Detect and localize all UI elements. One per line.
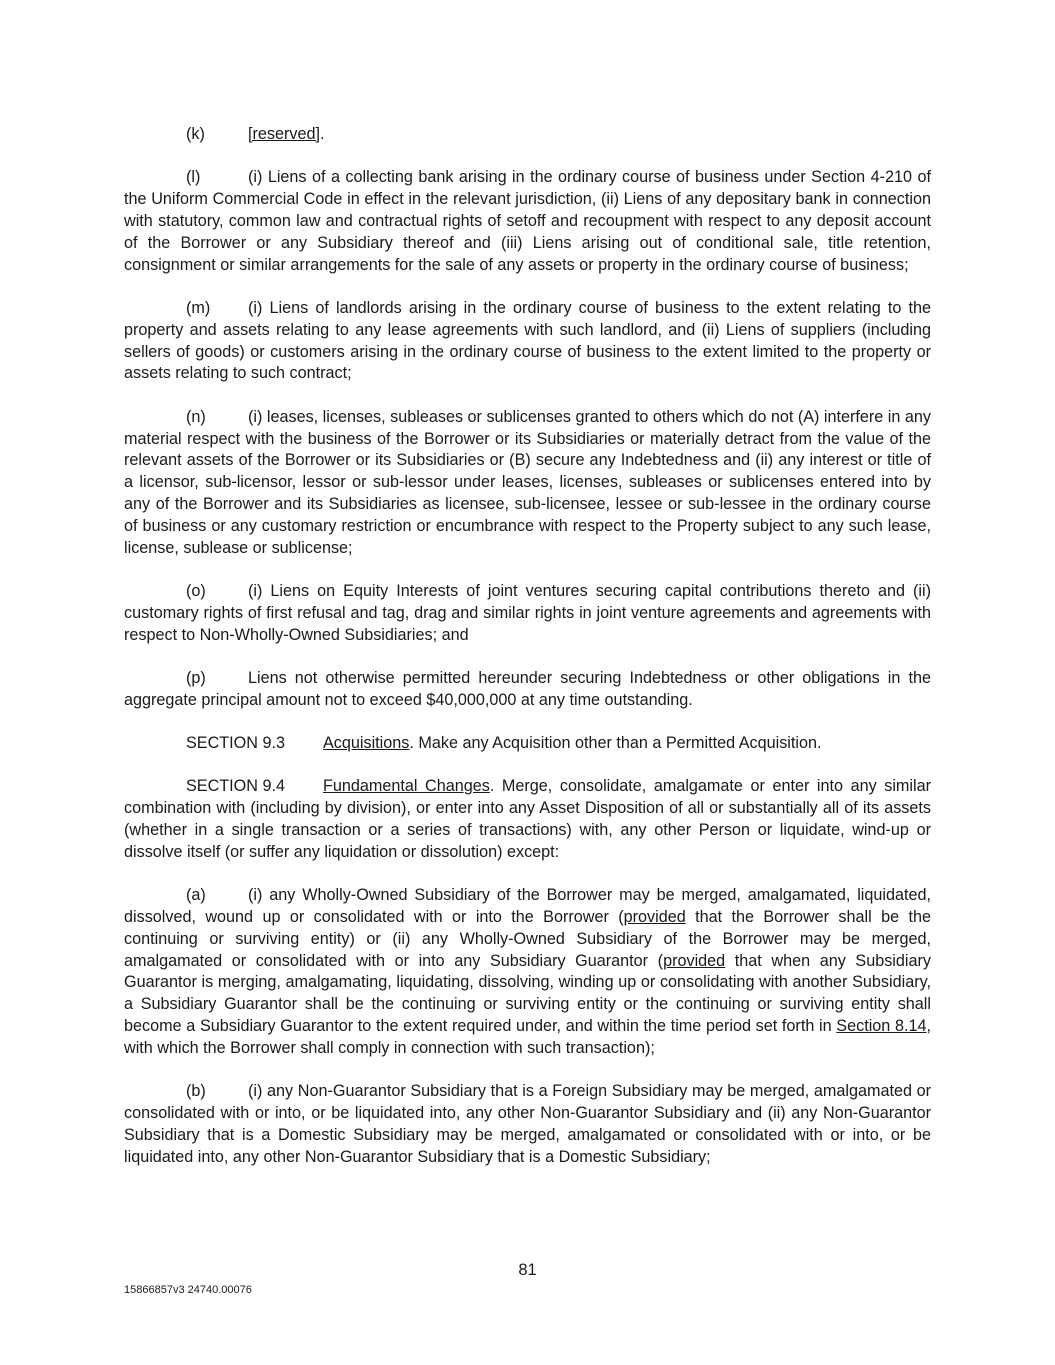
reserved-text: [reserved] bbox=[248, 125, 320, 143]
document-body bbox=[124, 124, 931, 1190]
section-number: SECTION 9.4 bbox=[186, 777, 285, 796]
provided-term: provided bbox=[663, 951, 726, 970]
paragraph-text: (i) Liens on Equity Interests of joint ventures securing capital contributions thereto and (ii) customary rights of first refusal and tag, drag and similar rights in joint venture agreements and agreements with respect to Non-Wholly-Owned Subsidiaries; and bbox=[124, 581, 931, 644]
paragraph-o bbox=[124, 581, 931, 646]
paragraph-m bbox=[124, 298, 931, 385]
section-heading: Acquisitions bbox=[323, 734, 410, 753]
paragraph-label: (n) bbox=[186, 407, 206, 426]
section-reference: Section 8.14 bbox=[836, 1017, 927, 1036]
subparagraph-b bbox=[124, 1081, 931, 1168]
section-number: SECTION 9.3 bbox=[186, 734, 285, 753]
paragraph-label: (k) bbox=[186, 125, 205, 143]
paragraph-label: (a) bbox=[186, 886, 206, 905]
paragraph-l bbox=[124, 167, 931, 276]
paragraph-label: (l) bbox=[186, 168, 201, 187]
paragraph-text: Liens not otherwise permitted hereunder securing Indebtedness or other obligations in the aggregate principal amount not to exceed $40,000,000 at any time outstanding. bbox=[124, 668, 931, 709]
section-text: . Make any Acquisition other than a Permitted Acquisition. bbox=[409, 734, 822, 753]
paragraph-text: (i) leases, licenses, subleases or sublicenses granted to others which do not (A) interfere in any material respect with the business of the Borrower or its Subsidiaries or materially detract from the value of the relevant assets of the Borrower or its Subsidiaries or (B) secure any Indebtedness and (ii) any interest or title of a licensor, sub-licensor, lessor or sub-lessor under leases, licenses, subleases or sublicenses entered into by any of the Borrower and its Subsidiaries as licensee, sub-licensee, lessee or sub-lessee in the ordinary course of business or any customary restriction or encumbrance with respect to the Property subject to any such lease, license, sublease or sublicense; bbox=[124, 407, 931, 557]
document-id: 15866857v3 24740.00076 bbox=[124, 1284, 252, 1296]
paragraph-label: (p) bbox=[186, 668, 206, 687]
section-9-3 bbox=[124, 733, 931, 755]
section-heading: Fundamental Changes bbox=[323, 777, 490, 796]
paragraph-k: (k) [reserved]. bbox=[124, 124, 931, 146]
paragraph-label: (b) bbox=[186, 1082, 206, 1101]
paragraph-text: (i) Liens of landlords arising in the ordinary course of business to the extent relating to the property and assets relating to any lease agreements with such landlord, and (ii) Liens of suppliers (including sellers of goods) or customers arising in the ordinary course of business to the extent limited to the property or assets relating to such contract; bbox=[124, 298, 931, 383]
paragraph-n bbox=[124, 407, 931, 560]
paragraph-text: (i) Liens of a collecting bank arising in the ordinary course of business under Section 4-210 of the Uniform Commercial Code in effect in the relevant jurisdiction, (ii) Liens of any depositary bank in connection with statutory, common law and contractual rights of setoff and recoupment with respect to any deposit account of the Borrower or any Subsidiary thereof and (iii) Liens arising out of conditional sale, title retention, consignment or similar arrangements for the sale of any assets or property in the ordinary course of business; bbox=[124, 168, 931, 274]
subparagraph-a: (a) (i) any Wholly-Owned Subsidiary of the Borrower may be merged, amalgamated, liquidated, dissolved, wound up or consolidated with or into the Borrower (provided that the Borrower shall be the continuing or surviving entity) or (ii) any Wholly-Owned Subsidiary of the Borrower may be merged, amalgamated or consolidated with or into any Subsidiary Guarantor (provided that when any Subsidiary Guarantor is merging, amalgamating, liquidating, dissolving, winding up or consolidating with another Subsidiary, a Subsidiary Guarantor shall be the continuing or surviving entity or the continuing or surviving entity shall become a Subsidiary Guarantor to the extent required under, and within the time period set forth in Section 8.14, with which the Borrower shall comply in connection with such transaction); bbox=[124, 886, 931, 1057]
provided-term: provided bbox=[623, 908, 686, 927]
section-text: . Merge, consolidate, amalgamate or enter into any similar combination with (including by division), or enter into any Asset Disposition of all or substantially all of its assets (whether in a single transaction or a series of transactions) with, any other Person or liquidate, wind-up or dissolve itself (or suffer any liquidation or dissolution) except: bbox=[124, 777, 932, 861]
section-9-4 bbox=[124, 776, 931, 863]
paragraph-label: (m) bbox=[186, 298, 211, 317]
paragraph-label: (o) bbox=[186, 581, 206, 600]
page-number: 81 bbox=[518, 1261, 537, 1279]
paragraph-p bbox=[124, 668, 931, 712]
paragraph-text: (i) any Non-Guarantor Subsidiary that is a Foreign Subsidiary may be merged, amalgamated or consolidated with or into, or be liquidated into, any other Non-Guarantor Subsidiary and (ii) any Non-Guarantor Subsidiary that is a Domestic Subsidiary may be merged, amalgamated or consolidated with or into, or be liquidated into, any other Non-Guarantor Subsidiary that is a Domestic Subsidiary; bbox=[124, 1082, 931, 1166]
